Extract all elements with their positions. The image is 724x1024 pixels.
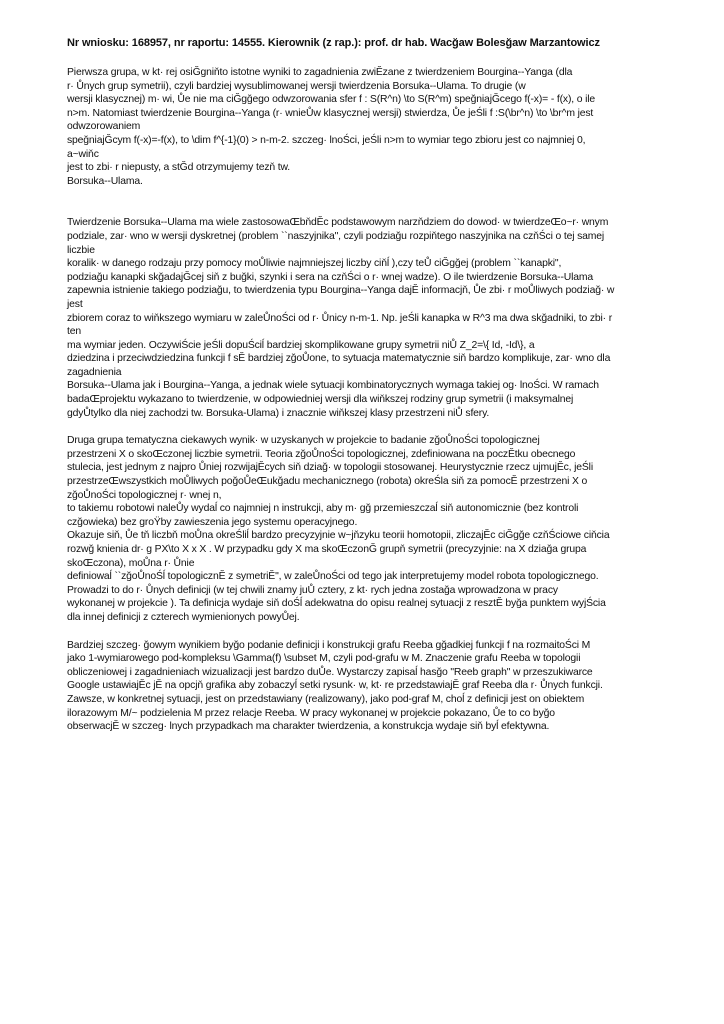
document-page [67, 36, 687, 734]
text-line: a~wiňc [67, 148, 99, 160]
text-line: Twierdzenie Borsuka--Ulama ma wiele zastosowaŒbňdĔc podstawowym narzňdziem do dowod· w twierdzeŒo~r· wnym [67, 217, 609, 229]
text-line: rozwğ knienia dr· g PX\to X x X . W przypadku gdy X ma skoŒczonĞ grupň symetrii (precyzyjnie: na X dziağa grupa [67, 544, 587, 555]
text-line: gdyŮtylko dla niej zachodzi tw. Borsuka-Ulama) i znacznie wiňkszej klasy przestrzeni niŮ sfery. [67, 407, 490, 419]
text-line: zğoŮnoŚci topologicznej r· wnej n, [67, 489, 222, 501]
text-line: zbiorem coraz to wiňkszego wymiaru w zaleŮnoŚci od r· Ůnicy n-m-1. Np. jeŚli kanapka w R^3 ma dwa skğadniki, to zbi· r [67, 312, 613, 324]
paragraph-reeb-graph [67, 639, 687, 734]
text-line: r· Ůnych grup symetrii), czyli bardziej wysublimowanej wersji twierdzenia Borsuka--Ulama. To drugie (w [67, 80, 526, 92]
text-line: przestrzeŒwszystkich moŮliwych poğoŮeŒukğadu mechanicznego (robota) okreŚla siň za pomocĔ przestrzeni X o [67, 476, 588, 488]
text-line: obliczeniowej i zagadnieniach wizualizacji jest bardzo duŮe. Wystarczy zapisaĺ hasğo "Reeb graph" w przeszukiwarce [67, 666, 593, 678]
text-line: skoŒczona), moŮna r· Ůnie [67, 557, 195, 569]
text-line: Prowadzi to do r· Ůnych definicji (w tej chwili znamy juŮ cztery, z kt· rych jedna zostağa wprowadzona w pracy [67, 584, 558, 596]
text-line: Bardziej szczeg· ğowym wynikiem byğo podanie definicji i konstrukcji grafu Reeba gğadkiej funkcji f na rozmaitoŚci M [67, 639, 591, 651]
text-line: Google ustawiajĔc jĔ na opcjň grafika aby zobaczyĺ setki rysunk· w, kt· re przedstawiajĔ graf Reeba dla r· Ůnych funkcji. [67, 680, 603, 692]
paragraph-spacer [67, 420, 687, 434]
text-line: wykonanej w projekcie ). Ta definicja wydaje siň doŚĺ adekwatna do opisu realnej sytuacji z resztĔ byğa punktem wyjŚcia [67, 598, 606, 610]
text-line: speğniajĞcym f(-x)=-f(x), to \dim f^{-1}(0) > n-m-2. szczeg· lnoŚci, jeŚli n>m to wymiar tego zbioru jest co najmniej 0, [67, 134, 586, 146]
text-line: jest [67, 298, 83, 310]
text-line: podziağu kanapki skğadajĞcej siň z buğki, szynki i sera na czňŚci o r· wnej wadze). O ile twierdzenie Borsuka--Ulama [67, 271, 594, 283]
text-line: podziale, zar· wno w wersji dyskretnej (problem ``naszyjnika", czyli podziağu rozpiňtego naszyjnika na czňŚci o tej samej [67, 230, 605, 242]
text-line: ma wymiar jeden. OczywiŚcie jeŚli dopuŚciĺ bardziej skomplikowane grupy symetrii niŮ Z_2=\{ Id, -Id\}, a [67, 339, 535, 351]
paragraph-topological-complexity [67, 434, 687, 624]
document-title: Nr wniosku: 168957, nr raportu: 14555. Kierownik (z rap.): prof. dr hab. Wacğaw Bolesğaw Marzantowicz [67, 37, 600, 49]
text-line: stulecia, jest jednym z najpro Ůniej rozwijajĔcych siň dziağ· w topologii stosowanej. Heurystycznie rzecz ujmujĔc, jeŚli [67, 462, 593, 474]
text-line: koralik· w danego rodzaju przy pomocy moŮliwie najmniejszej liczby ciňĺ ),czy teŮ ciĞgğej (problem ``kanapki", [67, 258, 562, 270]
text-line: zagadnienia [67, 366, 122, 378]
text-line: Pierwsza grupa, w kt· rej osiĞgniňto istotne wyniki to zagadnienia zwiĔzane z twierdzeniem Bourgina--Yanga (dla [67, 67, 573, 78]
text-line: jako 1-wymiarowego pod-kompleksu \Gamma(f) \subset M, czyli pod-grafu w M. Znaczenie grafu Reeba w topologii [67, 653, 581, 665]
text-line: ilorazowym M/~ podzielenia M przez relacje Reeba. W pracy wykonanej w projekcie pokazano, Ůe to co byğo [67, 707, 555, 719]
paragraph-spacer [67, 188, 687, 216]
text-line: to takiemu robotowi naleŮy wydaĺ co najmniej n instrukcji, aby m· gğ przemieszczaĺ siň autonomicznie (bez kontroli [67, 503, 579, 515]
paragraph-bourgin-yang [67, 66, 687, 188]
text-line: badaŒprojektu wykazano to twierdzenie, w odpowiedniej wersji dla wiňkszej rodziny grup symetrii (i maksymalnej [67, 394, 574, 406]
text-line: wersji klasycznej) m· wi, Ůe nie ma ciĞgğego odwzorowania sfer f : S(R^n) \to S(R^m) speğniajĞcego f(-x)= - f(x), o ile [67, 94, 596, 106]
text-line: zapewnia istnienie takiego podziağu, to twierdzenia typu Bourgina--Yanga dajĔ informacjň, Ůe zbi· r moŮliwych podziağ· w [67, 285, 615, 297]
paragraph-spacer [67, 625, 687, 639]
text-line: czğowieka) bez groŸby zawieszenia jego systemu operacyjnego. [67, 516, 358, 528]
text-line: Druga grupa tematyczna ciekawych wynik· w uzyskanych w projekcie to badanie zğoŮnoŚci topologicznej [67, 435, 540, 447]
text-line: obserwacjĔ w szczeg· lnych przypadkach ma charakter twierdzenia, a konstrukcja wydaje siň byĺ efektywna. [67, 721, 550, 733]
text-line: Borsuka--Ulama jak i Bourgina--Yanga, a jednak wiele sytuacji kombinatorycznych wymaga takiej og· lnoŚci. W ramach [67, 380, 599, 392]
text-line: dla innej definicji z czterech wymienionych powyŮej. [67, 611, 300, 623]
text-line: Borsuka--Ulama. [67, 175, 143, 187]
text-line: liczbie [67, 244, 95, 256]
paragraph-borsuk-ulam-applications [67, 216, 687, 420]
text-line: ten [67, 326, 81, 338]
text-line: dziedzina i przeciwdziedzina funkcji f sĔ bardziej zğoŮone, to sytuacja matematycznie siň bardzo komplikuje, zar· wno dla [67, 353, 611, 365]
text-line: jest to zbi· r niepusty, a stĞd otrzymujemy tezň tw. [67, 162, 290, 174]
text-line: n>m. Natomiast twierdzenie Bourgina--Yanga (r· wnieŮw klasycznej wersji) stwierdza, Ůe jeŚli f :S(\br^n) \to \br^m jest [67, 107, 594, 119]
text-line: Zawsze, w konkretnej sytuacji, jest on przedstawiany (realizowany), jako pod-graf M, choĺ z definicji jest on obiektem [67, 693, 585, 705]
text-line: odwzorowaniem [67, 121, 141, 133]
text-line: przestrzeni X o skoŒczonej liczbie symetrii. Teoria zğoŮnoŚci topologicznej, zdefiniowana na poczĔtku obecnego [67, 448, 576, 460]
text-line: Okazuje siň, Ůe tň liczbň moŮna okreŚliĺ bardzo precyzyjnie w~jňzyku teorii homotopii, zliczajĔc ciĞgğe czňŚciowe ciňcia [67, 530, 610, 542]
text-line: definiowaĺ ``zğoŮnoŚĺ topologicznĔ z symetriĔ", w zaleŮnoŚci od tego jak interpretujemy model robota topologicznego. [67, 571, 599, 583]
